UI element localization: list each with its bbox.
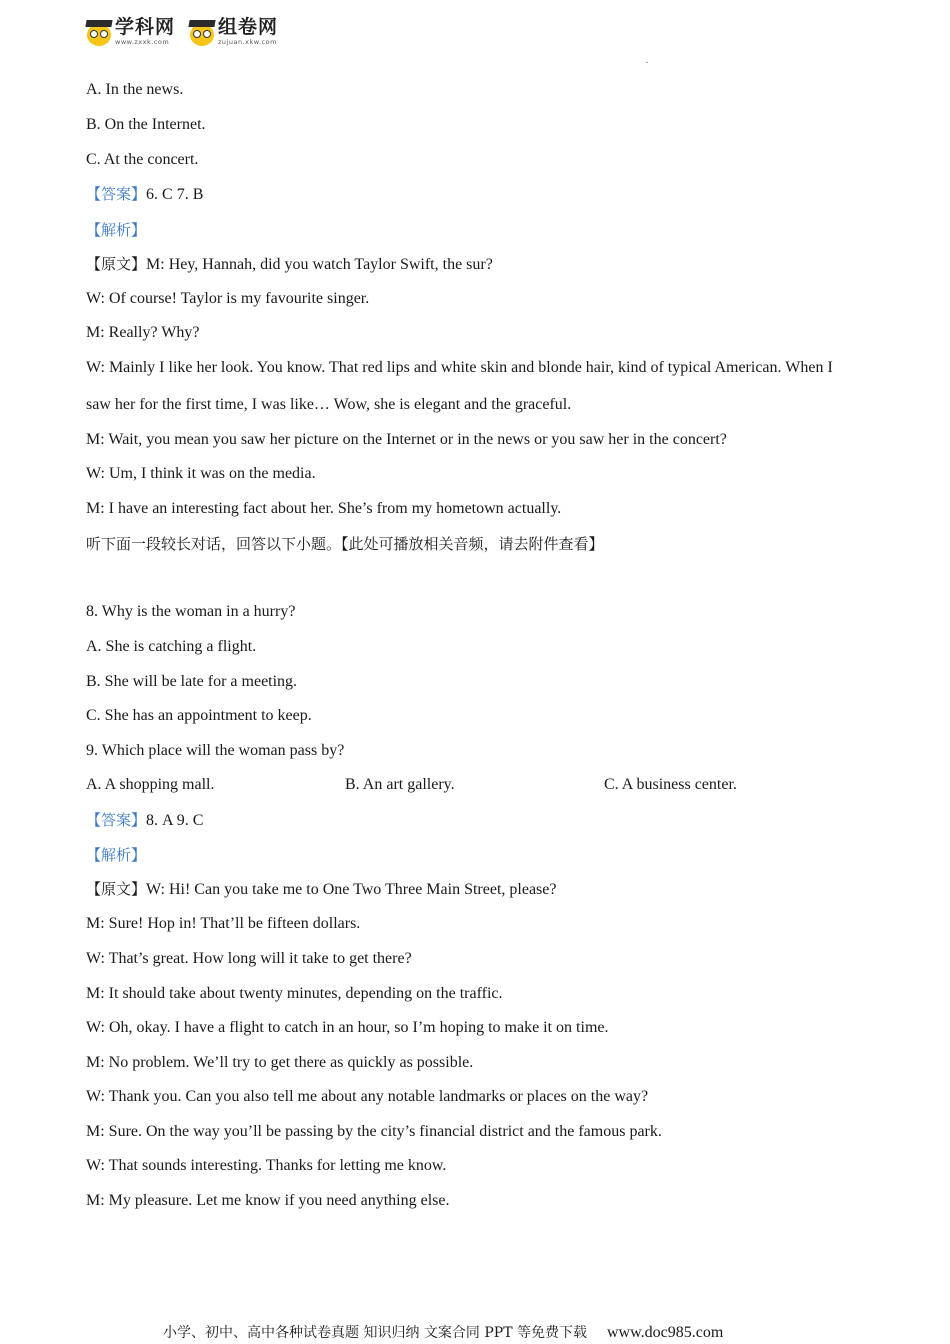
transcript-line	[86, 877, 556, 902]
dialogue-line: W: That sounds interesting. Thanks for letting me know.	[86, 1157, 447, 1174]
dialogue-line: M: Wait, you mean you saw her picture on the Internet or in the news or you saw her in the concert?	[86, 431, 727, 448]
option-a: A. A shopping mall.	[86, 776, 215, 793]
page-header	[86, 14, 292, 50]
logo-name: 组卷网	[218, 16, 279, 39]
logo-url: www.zxxk.com	[115, 38, 170, 47]
listening-instruction: 听下面一段较长对话，回答以下小题。【此处可播放相关音频，请去附件查看】	[86, 535, 604, 553]
option-b: B. On the Internet.	[86, 116, 206, 133]
transcript-tag: 【原文】	[86, 255, 147, 273]
footer-text: 小学、初中、高中各种试卷真题 知识归纳 文案合同 PPT 等免费下载	[163, 1325, 587, 1341]
option-c: C. She has an appointment to keep.	[86, 707, 312, 724]
dialogue-line: M: Sure! Hop in! That’ll be fifteen dollars.	[86, 915, 361, 932]
question-8: 8. Why is the woman in a hurry?	[86, 603, 296, 620]
stray-mark	[646, 62, 648, 63]
mascot-icon	[86, 18, 112, 46]
analysis-line	[86, 843, 146, 868]
mascot-icon	[189, 18, 215, 46]
footer-link[interactable]: www.doc985.com	[606, 1324, 724, 1341]
option-b: B. She will be late for a meeting.	[86, 673, 298, 690]
answer-text: 6. C 7. B	[146, 186, 204, 203]
dialogue-line: M: Really? Why?	[86, 324, 200, 341]
dialogue-line: W: Um, I think it was on the media.	[86, 465, 316, 482]
dialogue-line: W: Thank you. Can you also tell me about any notable landmarks or places on the way?	[86, 1088, 649, 1105]
transcript-tag: 【原文】	[86, 880, 147, 898]
analysis-line	[86, 218, 146, 243]
analysis-tag: 【解析】	[86, 846, 147, 864]
answer-line	[86, 182, 203, 207]
option-c: C. At the concert.	[86, 151, 199, 168]
option-c: C. A business center.	[604, 776, 737, 793]
zujuan-logo[interactable]	[189, 18, 278, 46]
transcript-line	[86, 252, 493, 277]
analysis-tag: 【解析】	[86, 221, 147, 239]
dialogue-line: M: It should take about twenty minutes, depending on the traffic.	[86, 985, 503, 1002]
option-b: B. An art gallery.	[345, 776, 455, 793]
answer-tag: 【答案】	[86, 811, 147, 829]
dialogue-line: M: No problem. We’ll try to get there as quickly as possible.	[86, 1054, 474, 1071]
logo-url: zujuan.xkw.com	[218, 38, 277, 47]
answer-line	[86, 808, 203, 833]
transcript-text: W: Hi! Can you take me to One Two Three Main Street, please?	[146, 881, 557, 898]
transcript-text: M: Hey, Hannah, did you watch Taylor Swift, the sur?	[146, 256, 493, 273]
question-9: 9. Which place will the woman pass by?	[86, 742, 345, 759]
dialogue-line: M: My pleasure. Let me know if you need anything else.	[86, 1192, 450, 1209]
answer-text: 8. A 9. C	[146, 812, 204, 829]
dialogue-line: saw her for the first time, I was like… Wow, she is elegant and the graceful.	[86, 396, 572, 413]
dialogue-line: W: Oh, okay. I have a flight to catch in an hour, so I’m hoping to make it on time.	[86, 1019, 609, 1036]
dialogue-line: W: That’s great. How long will it take to get there?	[86, 950, 412, 967]
logo-name: 学科网	[115, 16, 176, 39]
page-footer	[163, 1322, 723, 1342]
option-a: A. In the news.	[86, 81, 184, 98]
option-a: A. She is catching a flight.	[86, 638, 257, 655]
zxxk-logo[interactable]	[86, 18, 175, 46]
dialogue-line: W: Mainly I like her look. You know. That red lips and white skin and blonde hair, kind of typical American. When I	[86, 359, 833, 376]
dialogue-line: W: Of course! Taylor is my favourite singer.	[86, 290, 370, 307]
dialogue-line: M: Sure. On the way you’ll be passing by the city’s financial district and the famous park.	[86, 1123, 662, 1140]
answer-tag: 【答案】	[86, 185, 147, 203]
dialogue-line: M: I have an interesting fact about her. She’s from my hometown actually.	[86, 500, 562, 517]
